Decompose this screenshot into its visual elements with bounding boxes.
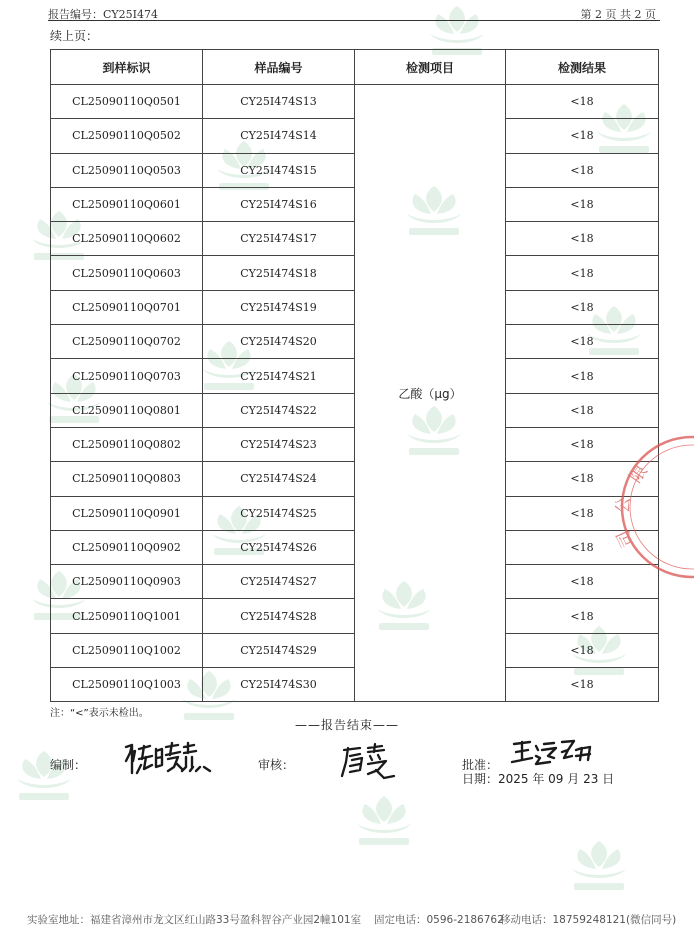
sample-no-cell: CY25I474S20 — [203, 325, 355, 359]
sample-no-cell: CY25I474S22 — [203, 393, 355, 427]
sample-no-cell: CY25I474S25 — [203, 496, 355, 530]
result-cell: <18 — [506, 496, 659, 530]
continued-label: 续上页： — [50, 29, 99, 43]
result-cell: <18 — [506, 427, 659, 461]
result-cell: <18 — [506, 85, 659, 119]
arrival-id-cell: CL25090110Q0501 — [51, 85, 203, 119]
editor-label: 编制： — [50, 758, 87, 772]
sample-no-cell: CY25I474S24 — [203, 462, 355, 496]
column-header: 检测项目 — [355, 50, 506, 85]
report-number: 报告编号：CY25I474 — [48, 8, 159, 21]
lab-address: 实验室地址：福建省漳州市龙文区红山路33号盈科智谷产业园2幢101室 — [27, 914, 362, 926]
company-seal — [612, 432, 694, 582]
sample-no-cell: CY25I474S15 — [203, 153, 355, 187]
arrival-id-cell: CL25090110Q0503 — [51, 153, 203, 187]
leaf-logo-icon — [560, 835, 638, 893]
result-cell: <18 — [506, 222, 659, 256]
reviewer-label: 审核： — [258, 758, 295, 772]
sample-no-cell: CY25I474S16 — [203, 187, 355, 221]
result-cell: <18 — [506, 325, 659, 359]
result-cell: <18 — [506, 359, 659, 393]
arrival-id-cell: CL25090110Q0601 — [51, 187, 203, 221]
arrival-id-cell: CL25090110Q1003 — [51, 668, 203, 702]
result-cell: <18 — [506, 599, 659, 633]
editor-signature — [122, 737, 216, 781]
result-cell: <18 — [506, 256, 659, 290]
page-header — [48, 4, 660, 21]
arrival-id-cell: CL25090110Q0903 — [51, 565, 203, 599]
arrival-id-cell: CL25090110Q0603 — [51, 256, 203, 290]
page-indicator: 第 2 页 共 2 页 — [580, 8, 656, 21]
leaf-logo-icon — [5, 745, 83, 803]
sample-no-cell: CY25I474S21 — [203, 359, 355, 393]
arrival-id-cell: CL25090110Q1002 — [51, 633, 203, 667]
arrival-id-cell: CL25090110Q0502 — [51, 119, 203, 153]
table-header-row — [51, 50, 659, 85]
column-header: 到样标识 — [51, 50, 203, 85]
column-header: 样品编号 — [203, 50, 355, 85]
svg-text:司: 司 — [613, 526, 639, 551]
result-cell: <18 — [506, 462, 659, 496]
result-cell: <18 — [506, 153, 659, 187]
arrival-id-cell: CL25090110Q0803 — [51, 462, 203, 496]
sample-no-cell: CY25I474S17 — [203, 222, 355, 256]
arrival-id-cell: CL25090110Q1001 — [51, 599, 203, 633]
sample-no-cell: CY25I474S30 — [203, 668, 355, 702]
arrival-id-cell: CL25090110Q0801 — [51, 393, 203, 427]
arrival-id-cell: CL25090110Q0802 — [51, 427, 203, 461]
sample-no-cell: CY25I474S14 — [203, 119, 355, 153]
sample-no-cell: CY25I474S27 — [203, 565, 355, 599]
result-cell: <18 — [506, 119, 659, 153]
table-row — [51, 85, 659, 119]
sample-no-cell: CY25I474S28 — [203, 599, 355, 633]
svg-text:限: 限 — [625, 461, 652, 487]
report-date: 日期：2025 年 09 月 23 日 — [462, 772, 615, 786]
sample-no-cell: CY25I474S23 — [203, 427, 355, 461]
svg-text:公: 公 — [613, 495, 635, 515]
sample-no-cell: CY25I474S19 — [203, 290, 355, 324]
arrival-id-cell: CL25090110Q0901 — [51, 496, 203, 530]
result-cell: <18 — [506, 668, 659, 702]
result-cell: <18 — [506, 393, 659, 427]
sample-no-cell: CY25I474S13 — [203, 85, 355, 119]
result-cell: <18 — [506, 633, 659, 667]
result-cell: <18 — [506, 530, 659, 564]
results-table — [50, 49, 659, 702]
arrival-id-cell: CL25090110Q0602 — [51, 222, 203, 256]
column-header: 检测结果 — [506, 50, 659, 85]
end-of-report: ——报告结束—— — [294, 718, 399, 732]
table-note: 注：“<”表示未检出。 — [50, 708, 149, 719]
sample-no-cell: CY25I474S26 — [203, 530, 355, 564]
sample-no-cell: CY25I474S29 — [203, 633, 355, 667]
approver-label: 批准： — [462, 758, 499, 772]
arrival-id-cell: CL25090110Q0902 — [51, 530, 203, 564]
mobile-phone: 移动电话：18759248121(微信同号) — [500, 914, 677, 926]
result-cell: <18 — [506, 290, 659, 324]
result-cell: <18 — [506, 187, 659, 221]
test-item-cell: 乙酸（μg） — [355, 85, 506, 702]
leaf-logo-icon — [345, 790, 423, 848]
sample-no-cell: CY25I474S18 — [203, 256, 355, 290]
result-cell: <18 — [506, 565, 659, 599]
arrival-id-cell: CL25090110Q0702 — [51, 325, 203, 359]
arrival-id-cell: CL25090110Q0701 — [51, 290, 203, 324]
reviewer-signature — [338, 740, 400, 784]
approver-signature — [510, 738, 592, 768]
fixed-phone: 固定电话：0596-2186762 — [374, 914, 504, 926]
arrival-id-cell: CL25090110Q0703 — [51, 359, 203, 393]
table-body — [51, 85, 659, 702]
